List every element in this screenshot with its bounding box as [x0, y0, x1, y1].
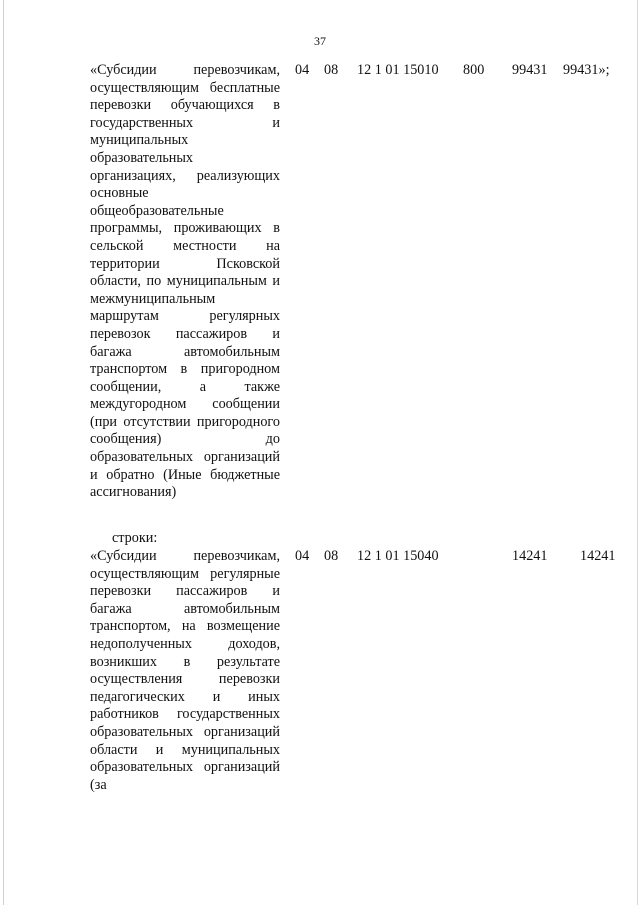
- amount-1: 99431: [512, 62, 548, 78]
- row-description: «Субсидии перевозчикам, осуществляющим бесплатные перевозки обучающихся в государственных и муниципальных образовательных организациях, реализующих основные общеобразовательные программы, проживающих в сельской местности на территории Псковской области, по муниципальным и межмуниципальным маршрутам регулярных перевозок пассажиров и багажа автомобильным транспортом в пригородном сообщении, а также междугородном сообщении (при отсутствии пригородного сообщения) до образовательных организаций и обратно (Иные бюджетные ассигнования): [90, 62, 280, 501]
- subsection-code: 08: [324, 62, 339, 78]
- subsection-code: 08: [324, 548, 339, 564]
- page-number: 37: [314, 34, 326, 48]
- page-edge-left: [3, 0, 4, 905]
- target-article-code: 12 1 01 15010: [357, 62, 439, 78]
- section-code: 04: [295, 62, 310, 78]
- amount-2: 99431»;: [563, 62, 610, 78]
- amount-1: 14241: [512, 548, 548, 564]
- section-code: 04: [295, 548, 310, 564]
- target-article-code: 12 1 01 15040: [357, 548, 439, 564]
- connector-text: строки:: [112, 530, 158, 546]
- expense-type-code: 800: [463, 62, 485, 78]
- row-description: «Субсидии перевозчикам, осуществляющим регулярные перевозки пассажиров и багажа автомобильным транспортом, на возмещение недополученных доходов, возникших в результате осуществления перевозки педагогических и иных работников государственных образовательных организаций области и муниципальных образовательных организаций (за: [90, 548, 280, 793]
- amount-2: 14241: [580, 548, 616, 564]
- page-edge-right: [637, 0, 638, 905]
